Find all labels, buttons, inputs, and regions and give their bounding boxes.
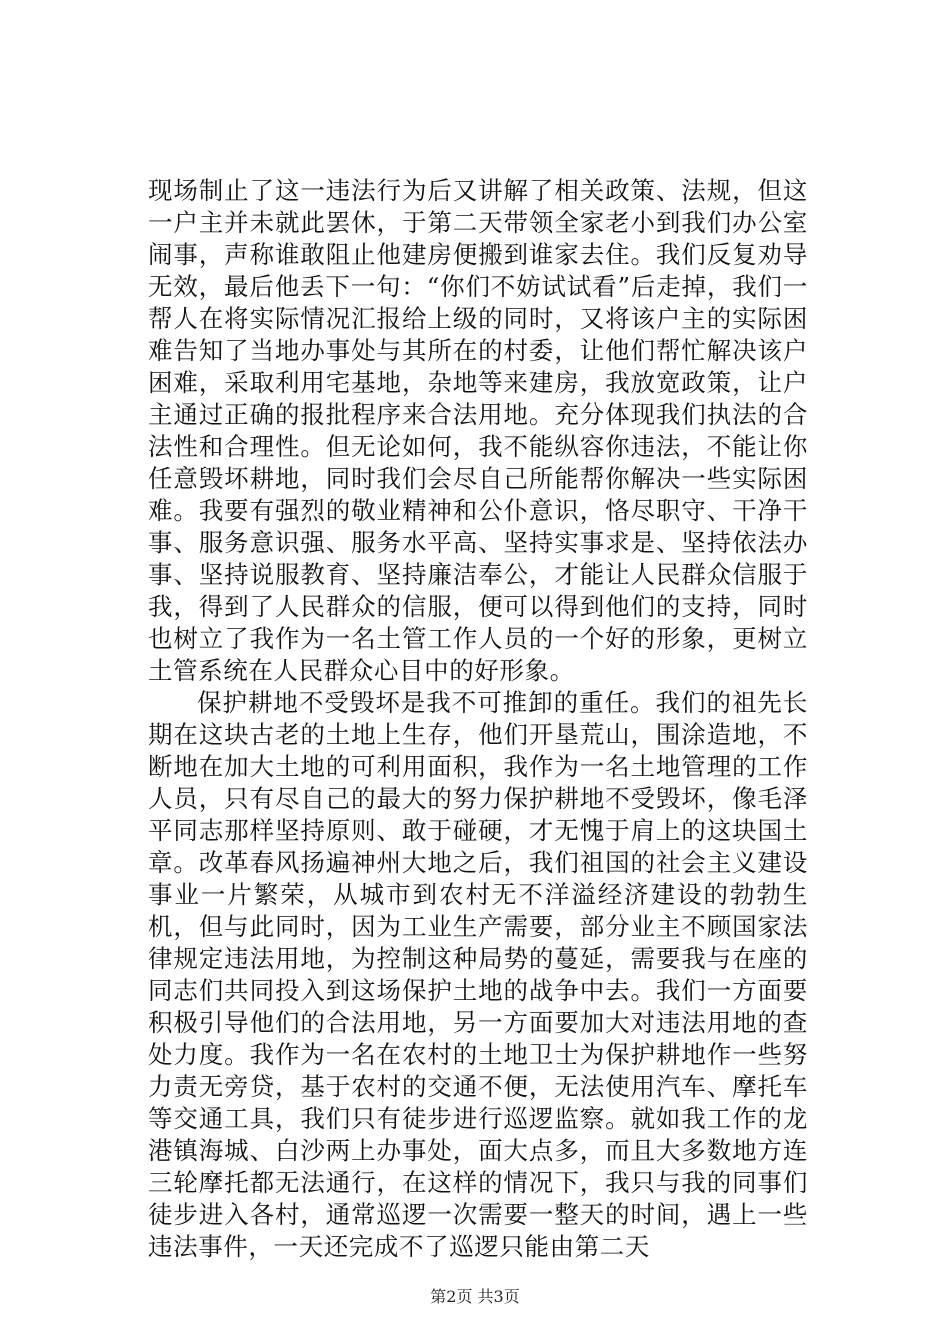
page-number-footer: 第2页 共3页 [430, 1287, 520, 1306]
paragraph-continued: 现场制止了这一违法行为后又讲解了相关政策、法规，但这一户主并未就此罢休，于第二天带领全家老小到我们办公室闹事，声称谁敢阻止他建房便搬到谁家去住。我们反复劝导无效，最后他丢下一句：“你们不妨试试看”后走掉，我们一帮人在将实际情况汇报给上级的同时，又将该户主的实际困难告知了当地办事处与其所在的村委，让他们帮忙解决该户困难，采取利用宅基地，杂地等来建房，我放宽政策，让户主通过正确的报批程序来合法用地。充分体现我们执法的合法性和合理性。但无论如何，我不能纵容你违法，不能让你任意毁坏耕地，同时我们会尽自己所能帮你解决一些实际困难。我要有强烈的敬业精神和公仆意识，恪尽职守、干净干事、服务意识强、服务水平高、坚持实事求是、坚持依法办事、坚持说服教育、坚持廉洁奉公，才能让人民群众信服于我，得到了人民群众的信服，便可以得到他们的支持，同时也树立了我作为一名土管工作人员的一个好的形象，更树立土管系统在人民群众心目中的好形象。 [148, 176, 808, 685]
document-body [148, 175, 808, 1263]
paragraph-protect-farmland: 保护耕地不受毁坏是我不可推卸的重任。我们的祖先长期在这块古老的土地上生存，他们开垦荒山，围涂造地，不断地在加大土地的可利用面积，我作为一名土地管理的工作人员，只有尽自己的最大的努力保护耕地不受毁坏，像毛泽平同志那样坚持原则、敢于碰硬，才无愧于肩上的这块国土章。改革春风扬遍神州大地之后，我们祖国的社会主义建设事业一片繁荣，从城市到农村无不洋溢经济建设的勃勃生机，但与此同时，因为工业生产需要，部分业主不顾国家法律规定违法用地，为控制这种局势的蔓延，需要我与在座的同志们共同投入到这场保护土地的战争中去。我们一方面要积极引导他们的合法用地，另一方面要加大对违法用地的查处力度。我作为一名在农村的土地卫士为保护耕地作一些努力责无旁贷，基于农村的交通不便，无法使用汽车、摩托车等交通工具，我们只有徒步进行巡逻监察。就如我工作的龙港镇海城、白沙两上办事处，面大点多，而且大多数地方连三轮摩托都无法通行，在这样的情况下，我只与我的同事们徒步进入各村，通常巡逻一次需要一整天的时间，遇上一些违法事件，一天还完成不了巡逻只能由第二天 [148, 688, 808, 1261]
